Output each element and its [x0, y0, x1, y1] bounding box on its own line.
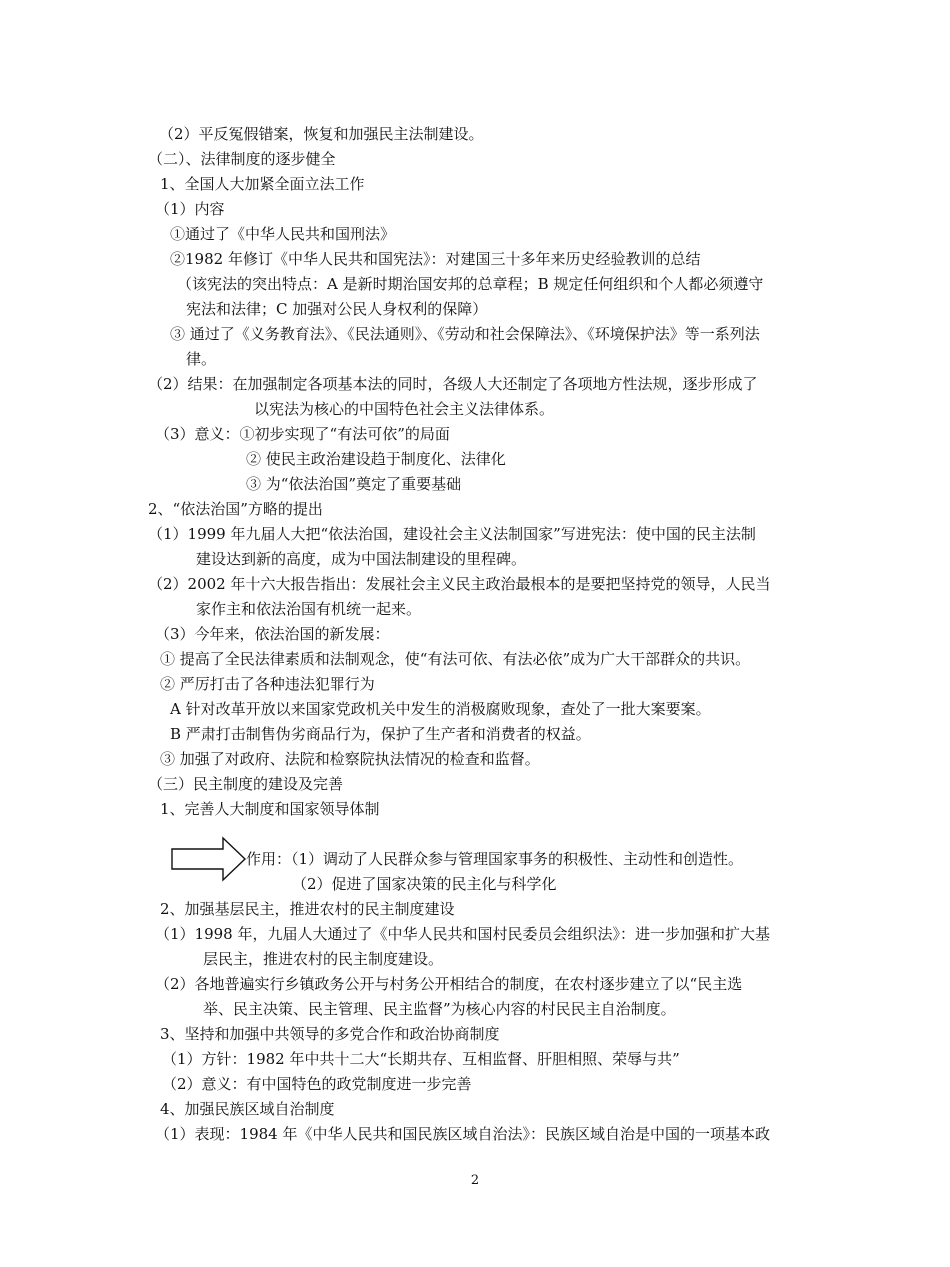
page-number: 2: [470, 1173, 480, 1188]
text-line: 家作主和依法治国有机统一起来。: [196, 600, 422, 618]
text-line: （1）方针：1982 年中共十二大“长期共存、互相监督、肝胆相照、荣辱与共”: [162, 1050, 680, 1068]
text-line: ① 提高了全民法律素质和法制观念，使“有法可依、有法必依”成为广大干部群众的共识。: [160, 650, 751, 668]
text-line: A 针对改革开放以来国家党政机关中发生的消极腐败现象，查处了一批大案要案。: [170, 700, 711, 718]
text-line: （2）平反冤假错案，恢复和加强民主法制建设。: [159, 125, 484, 143]
subsection-heading: 1、全国人大加紧全面立法工作: [160, 175, 365, 193]
text-line: （该宪法的突出特点：A 是新时期治国安邦的总章程；B 规定任何组织和个人都必须遵守: [177, 275, 764, 293]
text-line: （1）1998 年，九届人大通过了《中华人民共和国村民委员会组织法》：进一步加强和扩大基: [155, 925, 770, 943]
text-line: B 严肃打击制售伪劣商品行为，保护了生产者和消费者的权益。: [170, 725, 591, 743]
subsection-heading: 2、“依法治国”方略的提出: [148, 500, 323, 518]
section-heading: （二）、法律制度的逐步健全: [148, 150, 336, 168]
text-line: （2）意义：有中国特色的政党制度进一步完善: [162, 1075, 472, 1093]
text-line: （1）1999 年九届人大把“依法治国，建设社会主义法制国家”写进宪法：使中国的民主法制: [148, 525, 756, 543]
section-heading: （三）民主制度的建设及完善: [148, 775, 344, 793]
text-line: ③ 为“依法治国”奠定了重要基础: [246, 475, 462, 493]
right-arrow-outline-icon: [171, 836, 247, 882]
text-line: ③ 加强了对政府、法院和检察院执法情况的检查和监督。: [160, 750, 540, 768]
text-line: 律。: [186, 350, 217, 368]
text-line: （3）意义：①初步实现了“有法可依”的局面: [155, 425, 450, 443]
text-line: ①通过了《中华人民共和国刑法》: [170, 225, 396, 243]
subsection-heading: 3、坚持和加强中共领导的多党合作和政治协商制度: [160, 1025, 500, 1043]
text-line: ② 使民主政治建设趋于制度化、法律化: [246, 450, 506, 468]
text-line: 以宪法为核心的中国特色社会主义法律体系。: [254, 400, 555, 418]
text-line: ② 严厉打击了各种违法犯罪行为: [160, 675, 375, 693]
text-line: （2）各地普遍实行乡镇政务公开与村务公开相结合的制度，在农村逐步建立了以“民主选: [155, 975, 743, 993]
text-line: （3）今年来，依法治国的新发展：: [155, 625, 390, 643]
text-line: 作用：（1）调动了人民群众参与管理国家事务的积极性、主动性和创造性。: [246, 850, 744, 868]
text-line: ③ 通过了《义务教育法》、《民法通则》、《劳动和社会保障法》、《环境保护法》等一系列法: [170, 325, 760, 343]
text-line: 层民主，推进农村的民主制度建设。: [203, 950, 444, 968]
subsection-heading: 1、完善人大制度和国家领导体制: [160, 800, 380, 818]
text-line: （1）内容: [155, 200, 225, 218]
text-line: ②1982 年修订《中华人民共和国宪法》：对建国三十多年来历史经验教训的总结: [170, 250, 701, 268]
subsection-heading: 4、加强民族区域自治制度: [160, 1100, 335, 1118]
text-line: （1）表现：1984 年《中华人民共和国民族区域自治法》：民族区域自治是中国的一项基本政: [155, 1125, 770, 1143]
text-line: （2）促进了国家决策的民主化与科学化: [292, 875, 557, 893]
text-line: 建设达到新的高度，成为中国法制建设的里程碑。: [196, 550, 527, 568]
text-line: （2）2002 年十六大报告指出：发展社会主义民主政治最根本的是要把坚持党的领导，人民当: [148, 575, 771, 593]
subsection-heading: 2、加强基层民主，推进农村的民主制度建设: [160, 900, 455, 918]
text-line: 举、民主决策、民主管理、民主监督”为核心内容的村民民主自治制度。: [203, 1000, 676, 1018]
text-line: 宪法和法律；C 加强对公民人身权利的保障）: [186, 300, 488, 318]
text-line: （2）结果：在加强制定各项基本法的同时，各级人大还制定了各项地方性法规，逐步形成了: [148, 375, 758, 393]
